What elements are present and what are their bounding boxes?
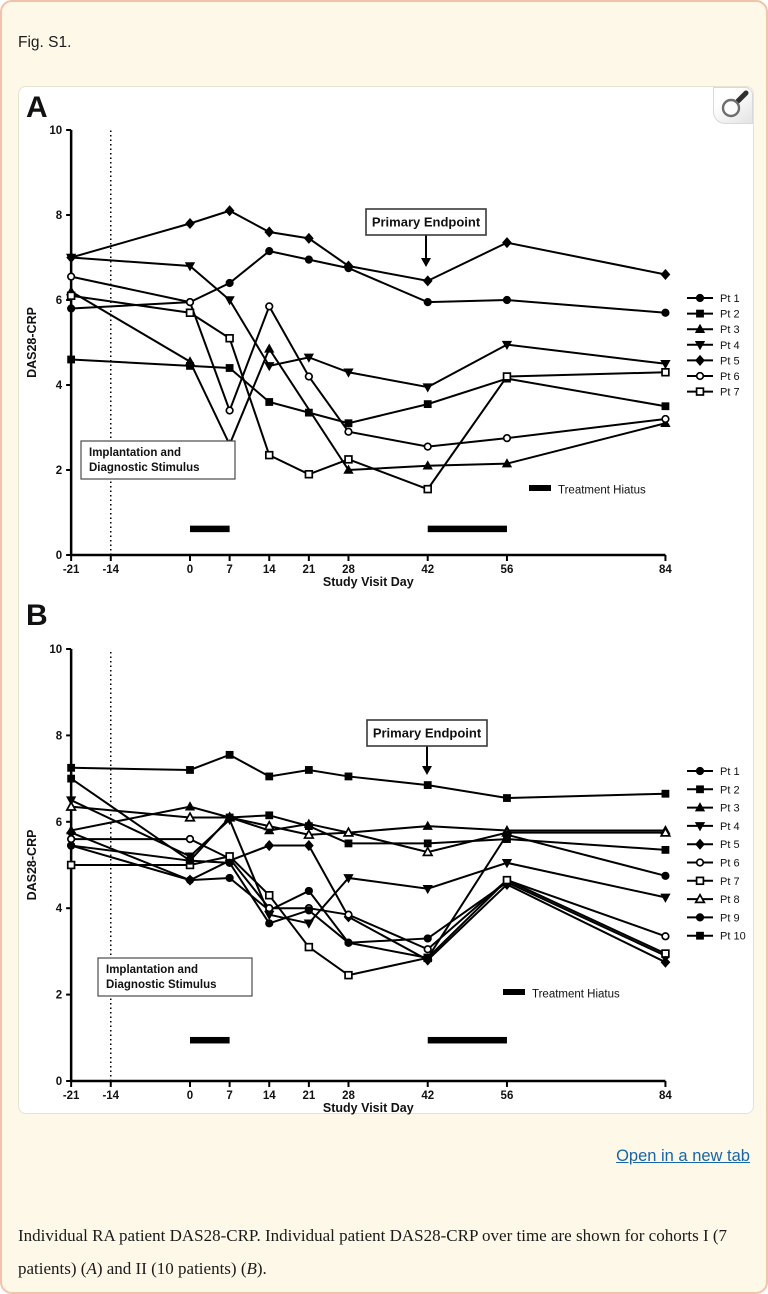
series-marker-pt10: [305, 823, 312, 830]
series-marker-pt6: [424, 946, 431, 953]
series-marker-pt1: [226, 874, 233, 881]
series-marker-pt1: [305, 887, 312, 894]
series-marker-pt6: [306, 373, 313, 380]
series-marker-pt10: [424, 840, 431, 847]
panel-a-label: A: [26, 91, 48, 124]
caption-text-2: ) and II (10 patients) (: [96, 1259, 247, 1279]
series-marker-pt6: [266, 905, 273, 912]
series-marker-pt7: [662, 369, 669, 376]
x-tick-label: -21: [62, 1090, 80, 1102]
treatment-hiatus-bar: [428, 1037, 507, 1044]
series-marker-pt7: [305, 471, 312, 478]
magnifier-icon: [714, 88, 752, 123]
series-line-pt1: [71, 846, 665, 956]
treatment-hiatus-key-label: Treatment Hiatus: [532, 988, 620, 1001]
x-tick-label: 84: [659, 564, 672, 576]
x-tick-label: 21: [302, 1090, 316, 1102]
legend-marker-pt6: [697, 373, 704, 380]
y-tick-label: 4: [55, 380, 63, 392]
series-marker-pt8: [265, 822, 274, 830]
x-tick-label: 7: [226, 1090, 233, 1102]
series-marker-pt4: [305, 920, 314, 928]
y-tick-label: 8: [55, 730, 63, 743]
series-marker-pt8: [305, 830, 314, 838]
series-marker-pt5: [186, 219, 194, 229]
series-line-pt6: [71, 839, 665, 949]
y-tick-label: 6: [55, 295, 63, 307]
legend-label-pt10: Pt 10: [720, 930, 746, 943]
legend-marker-pt5: [696, 839, 704, 849]
series-marker-pt6: [266, 303, 273, 310]
x-tick-label: 21: [302, 564, 316, 576]
y-tick-label: 0: [55, 1076, 63, 1088]
treatment-hiatus-bar: [428, 526, 507, 533]
caption-text-1: Individual RA patient DAS28-CRP. Individual patient DAS28-CRP over time are shown for cohorts I (7 patients) (: [18, 1226, 728, 1279]
series-marker-pt10: [662, 846, 669, 853]
series-marker-pt7: [345, 972, 352, 979]
x-tick-label: -14: [102, 564, 120, 576]
series-marker-pt10: [187, 857, 194, 864]
series-marker-pt1: [662, 309, 669, 316]
legend-marker-pt7: [697, 877, 704, 884]
series-marker-pt1: [68, 305, 75, 312]
series-marker-pt2: [226, 365, 233, 372]
x-tick-label: 14: [262, 1090, 276, 1102]
x-tick-label: 84: [659, 1090, 672, 1102]
legend-marker-pt8: [696, 895, 705, 903]
series-marker-pt7: [305, 944, 312, 951]
legend-label-pt4: Pt 4: [720, 339, 740, 352]
legend-marker-pt2: [697, 310, 704, 317]
legend-marker-pt7: [697, 388, 704, 395]
series-marker-pt5: [661, 957, 669, 967]
series-marker-pt7: [68, 292, 75, 299]
series-marker-pt2: [424, 401, 431, 408]
legend-label-pt2: Pt 2: [720, 308, 740, 321]
primary-endpoint-arrowhead: [422, 766, 432, 775]
series-marker-pt2: [662, 790, 669, 797]
x-tick-label: 56: [500, 564, 514, 576]
series-marker-pt3: [265, 344, 274, 352]
legend-label-pt1: Pt 1: [720, 293, 740, 305]
treatment-hiatus-bar: [190, 1037, 230, 1044]
series-marker-pt1: [305, 256, 312, 263]
y-tick-label: 6: [55, 816, 63, 829]
series-marker-pt6: [187, 299, 194, 306]
series-line-pt2: [71, 360, 665, 424]
legend-label-pt2: Pt 2: [720, 784, 740, 797]
x-tick-label: 0: [186, 1090, 194, 1102]
treatment-hiatus-key-swatch: [503, 989, 525, 995]
x-tick-label: 28: [342, 1090, 355, 1102]
series-marker-pt10: [68, 775, 75, 782]
legend-label-pt1: Pt 1: [720, 766, 740, 778]
series-marker-pt1: [503, 296, 510, 303]
implantation-label-line1: Implantation and: [89, 447, 181, 459]
x-tick-label: 0: [186, 564, 194, 576]
series-marker-pt8: [186, 813, 195, 821]
y-tick-label: 10: [49, 125, 63, 137]
series-line-pt10: [71, 779, 665, 861]
panel-b-label: B: [26, 599, 48, 632]
series-marker-pt1: [424, 935, 431, 942]
legend-label-pt5: Pt 5: [720, 355, 740, 368]
series-marker-pt9: [305, 907, 312, 914]
series-marker-pt9: [266, 920, 273, 927]
series-marker-pt9: [345, 939, 352, 946]
series-marker-pt7: [266, 892, 273, 899]
series-marker-pt8: [423, 848, 432, 856]
implantation-label-line2: Diagnostic Stimulus: [106, 979, 217, 991]
series-marker-pt3: [186, 357, 195, 365]
legend-label-pt7: Pt 7: [720, 875, 740, 888]
y-tick-label: 2: [55, 989, 63, 1002]
series-marker-pt2: [504, 795, 511, 802]
series-marker-pt1: [266, 248, 273, 255]
x-axis-title: Study Visit Day: [322, 1101, 414, 1115]
zoom-figure-button[interactable]: [713, 87, 753, 124]
series-line-pt9: [71, 835, 665, 958]
series-marker-pt1: [424, 299, 431, 306]
series-marker-pt2: [266, 399, 273, 406]
y-tick-label: 8: [55, 210, 63, 222]
figure-caption: [18, 1219, 750, 1285]
series-marker-pt5: [225, 206, 233, 216]
legend-marker-pt5: [696, 356, 704, 366]
legend-label-pt3: Pt 3: [720, 324, 740, 337]
series-marker-pt3: [186, 802, 195, 810]
series-marker-pt6: [345, 428, 352, 435]
x-tick-label: 56: [500, 1090, 514, 1102]
series-marker-pt7: [226, 853, 233, 860]
series-marker-pt5: [424, 276, 432, 286]
series-marker-pt5: [305, 234, 313, 244]
legend-marker-pt10: [697, 932, 704, 939]
x-tick-label: -21: [62, 564, 80, 576]
legend-marker-pt1: [696, 294, 703, 301]
series-marker-pt2: [305, 767, 312, 774]
primary-endpoint-arrowhead: [421, 258, 431, 267]
series-marker-pt7: [424, 486, 431, 493]
series-line-pt6: [71, 277, 665, 447]
primary-endpoint-label: Primary Endpoint: [372, 725, 482, 741]
series-line-pt1: [71, 251, 665, 313]
series-marker-pt5: [503, 238, 511, 248]
series-line-pt7: [71, 856, 665, 975]
series-marker-pt5: [661, 270, 669, 280]
series-marker-pt7: [345, 456, 352, 463]
series-marker-pt10: [504, 836, 511, 843]
series-marker-pt4: [265, 363, 274, 371]
treatment-hiatus-key-label: Treatment Hiatus: [558, 484, 646, 497]
series-marker-pt9: [226, 859, 233, 866]
series-line-pt3: [71, 807, 665, 833]
x-tick-label: 7: [226, 564, 233, 576]
x-tick-label: -14: [102, 1090, 120, 1102]
series-marker-pt2: [187, 767, 194, 774]
x-axis-title: Study Visit Day: [322, 575, 414, 589]
legend-marker-pt1: [696, 767, 703, 774]
series-marker-pt6: [187, 836, 194, 843]
series-marker-pt7: [504, 373, 511, 380]
y-tick-label: 0: [55, 550, 63, 562]
series-marker-pt6: [68, 273, 75, 280]
series-marker-pt2: [68, 764, 75, 771]
series-marker-pt10: [266, 812, 273, 819]
x-tick-label: 42: [421, 1090, 435, 1102]
series-marker-pt6: [68, 836, 75, 843]
series-marker-pt2: [662, 403, 669, 410]
series-marker-pt2: [226, 751, 233, 758]
y-axis-title: DAS28-CRP: [25, 307, 39, 378]
treatment-hiatus-bar: [190, 526, 230, 533]
legend-label-pt5: Pt 5: [720, 839, 740, 852]
x-tick-label: 42: [421, 564, 435, 576]
treatment-hiatus-key-swatch: [529, 485, 551, 491]
series-marker-pt2: [68, 356, 75, 363]
series-marker-pt9: [68, 842, 75, 849]
series-marker-pt2: [345, 420, 352, 427]
series-marker-pt4: [423, 384, 432, 392]
primary-endpoint-label: Primary Endpoint: [371, 214, 481, 230]
caption-panel-a-ref: A: [86, 1259, 97, 1279]
series-marker-pt6: [662, 416, 669, 423]
caption-panel-b-ref: B: [246, 1259, 257, 1279]
legend-marker-pt6: [697, 859, 704, 866]
series-marker-pt5: [186, 875, 194, 885]
series-marker-pt8: [344, 828, 353, 836]
caption-text-3: ).: [256, 1259, 267, 1279]
series-marker-pt6: [226, 407, 233, 414]
y-tick-label: 4: [55, 903, 63, 916]
figure-label: Fig. S1.: [18, 34, 72, 51]
series-marker-pt6: [504, 435, 511, 442]
y-tick-label: 2: [55, 465, 63, 477]
series-marker-pt7: [226, 335, 233, 342]
x-tick-label: 14: [262, 564, 276, 576]
series-marker-pt8: [67, 802, 76, 810]
legend-label-pt4: Pt 4: [720, 820, 740, 833]
figure-card: [18, 86, 754, 1114]
legend-marker-pt2: [697, 786, 704, 793]
chart-panel-a: [19, 91, 755, 601]
legend-label-pt6: Pt 6: [720, 371, 740, 383]
series-marker-pt6: [662, 933, 669, 940]
series-marker-pt2: [266, 773, 273, 780]
series-marker-pt9: [424, 954, 431, 961]
legend-label-pt9: Pt 9: [720, 912, 740, 925]
chart-panel-b: [19, 601, 755, 1115]
series-marker-pt9: [662, 872, 669, 879]
series-marker-pt7: [662, 950, 669, 957]
series-marker-pt6: [424, 443, 431, 450]
series-marker-pt2: [345, 773, 352, 780]
legend-label-pt3: Pt 3: [720, 802, 740, 815]
series-marker-pt8: [661, 828, 670, 836]
series-marker-pt7: [68, 862, 75, 869]
series-marker-pt1: [226, 279, 233, 286]
legend-marker-pt9: [696, 914, 703, 921]
series-marker-pt5: [265, 227, 273, 237]
open-in-new-tab-link[interactable]: Open in a new tab: [616, 1147, 750, 1165]
y-tick-label: 10: [49, 644, 63, 656]
x-tick-label: 28: [342, 564, 355, 576]
series-marker-pt6: [345, 911, 352, 918]
series-marker-pt10: [345, 840, 352, 847]
series-marker-pt2: [424, 782, 431, 789]
legend-label-pt8: Pt 8: [720, 894, 740, 907]
series-marker-pt4: [661, 894, 670, 902]
legend-label-pt6: Pt 6: [720, 857, 740, 870]
series-marker-pt7: [504, 877, 511, 884]
series-line-pt2: [71, 755, 665, 798]
implantation-label-line2: Diagnostic Stimulus: [89, 462, 200, 474]
series-marker-pt10: [226, 814, 233, 821]
y-axis-title: DAS28-CRP: [25, 829, 39, 901]
series-marker-pt5: [265, 841, 273, 851]
legend-label-pt7: Pt 7: [720, 386, 740, 399]
series-marker-pt7: [266, 452, 273, 459]
series-marker-pt7: [187, 309, 194, 316]
implantation-label-line1: Implantation and: [106, 964, 198, 976]
